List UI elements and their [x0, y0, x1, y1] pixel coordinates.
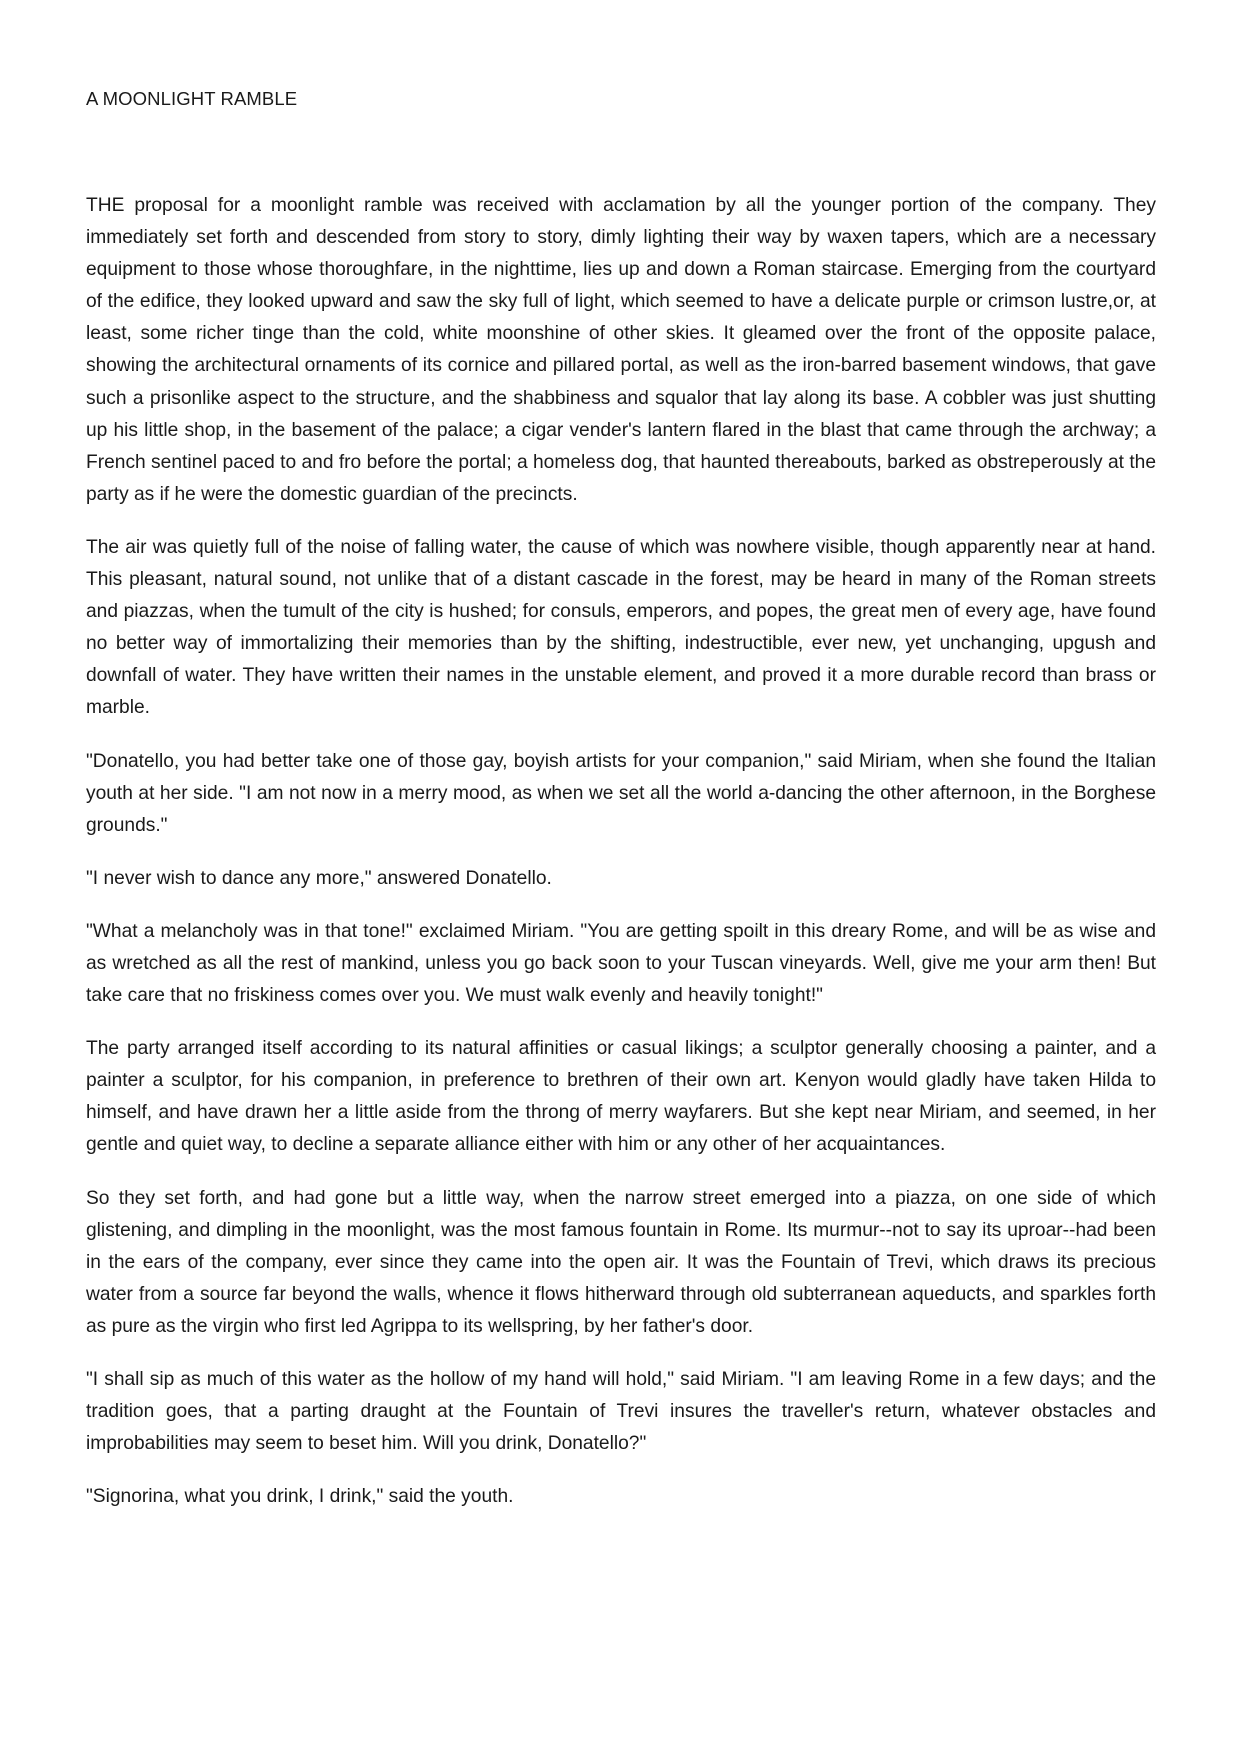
chapter-body — [86, 190, 1156, 1534]
paragraph-9: "Signorina, what you drink, I drink," said the youth. — [86, 1486, 514, 1508]
chapter-title: A MOONLIGHT RAMBLE — [86, 88, 298, 109]
paragraph-4: "I never wish to dance any more," answered Donatello. — [86, 867, 552, 889]
paragraph-7: So they set forth, and had gone but a little way, when the narrow street emerged into a piazza, on one side of which glistening, and dimpling in the moonlight, was the most famous fountain in Rome. Its murmur--not to say its uproar--had been in the ears of the company, ever since they came into the open air. It was the Fountain of Trevi, which draws its precious water from a source far beyond the walls, whence it flows hitherward through old subterranean aqueducts, and sparkles forth as pure as the virgin who first led Agrippa to its wellspring, by her father's door. — [86, 1187, 1156, 1337]
paragraph-1: THE proposal for a moonlight ramble was received with acclamation by all the younger portion of the company. They immediately set forth and descended from story to story, dimly lighting their way by waxen tapers, which are a necessary equipment to those whose thoroughfare, in the nighttime, lies up and down a Roman staircase. Emerging from the courtyard of the edifice, they looked upward and saw the sky full of light, which seemed to have a delicate purple or crimson lustre,or, at least, some richer tinge than the cold, white moonshine of other skies. It gleamed over the front of the opposite palace, showing the architectural ornaments of its cornice and pillared portal, as well as the iron-barred basement windows, that gave such a prisonlike aspect to the structure, and the shabbiness and squalor that lay along its base. A cobbler was just shutting up his little shop, in the basement of the palace; a cigar vender's lantern flared in the blast that came through the archway; a French sentinel paced to and fro before the portal; a homeless dog, that haunted thereabouts, barked as obstreperously at the party as if he were the domestic guardian of the precincts. — [86, 195, 1156, 505]
paragraph-3: "Donatello, you had better take one of those gay, boyish artists for your companion," said Miriam, when she found the Italian youth at her side. "I am not now in a merry mood, as when we set all the world a-dancing the other afternoon, in the Borghese grounds." — [86, 750, 1156, 836]
paragraph-5: "What a melancholy was in that tone!" exclaimed Miriam. "You are getting spoilt in this dreary Rome, and will be as wise and as wretched as all the rest of mankind, unless you go back soon to your Tuscan vineyards. Well, give me your arm then! But take care that no friskiness comes over you. We must walk evenly and heavily tonight!" — [86, 920, 1156, 1007]
paragraph-8: "I shall sip as much of this water as the hollow of my hand will hold," said Miriam. "I am leaving Rome in a few days; and the tradition goes, that a parting draught at the Fountain of Trevi insures the traveller's return, whatever obstacles and improbabilities may seem to beset him. Will you drink, Donatello?" — [86, 1369, 1156, 1455]
paragraph-2: The air was quietly full of the noise of falling water, the cause of which was nowhere visible, though apparently near at hand. This pleasant, natural sound, not unlike that of a distant cascade in the forest, may be heard in many of the Roman streets and piazzas, when the tumult of the city is hushed; for consuls, emperors, and popes, the great men of every age, have found no better way of immortalizing their memories than by the shifting, indestructible, ever new, yet unchanging, upgush and downfall of water. They have written their names in the unstable element, and proved it a more durable record than brass or marble. — [86, 536, 1156, 719]
paragraph-6: The party arranged itself according to its natural affinities or casual likings; a sculptor generally choosing a painter, and a painter a sculptor, for his companion, in preference to brethren of their own art. Kenyon would gladly have taken Hilda to himself, and have drawn her a little aside from the throng of merry wayfarers. But she kept near Miriam, and seemed, in her gentle and quiet way, to decline a separate alliance either with him or any other of her acquaintances. — [86, 1038, 1156, 1156]
